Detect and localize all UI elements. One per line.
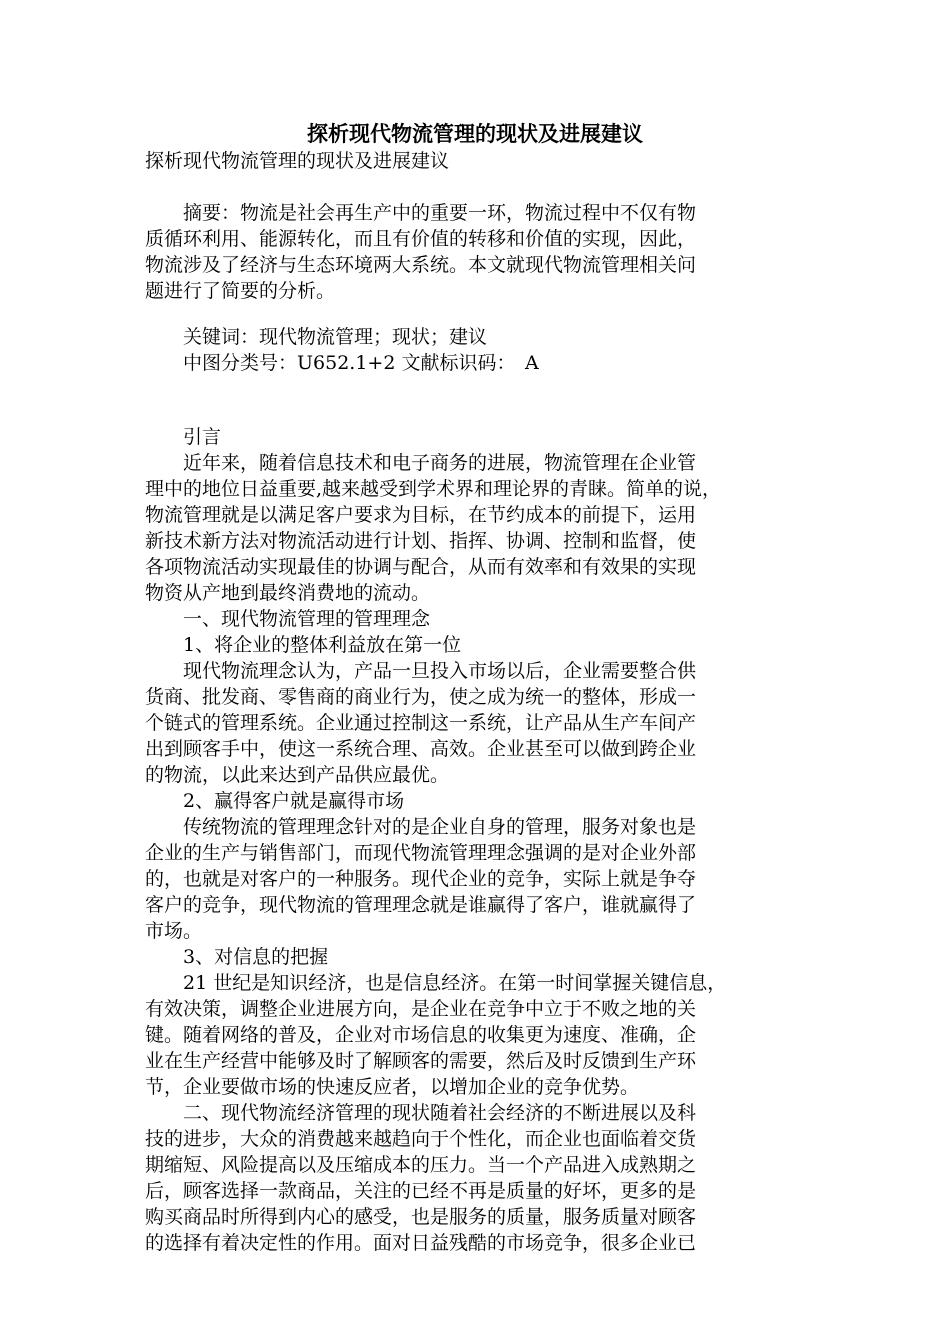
subsection-heading: 2、赢得客户就是赢得市场: [145, 790, 405, 812]
body-line: 新技术新方法对物流活动进行计划、指挥、协调、控制和监督，使: [145, 530, 697, 552]
body-line: 市场。: [145, 920, 203, 942]
body-line: 客户的竞争，现代物流的管理理念就是谁赢得了客户，谁就赢得了: [145, 894, 697, 916]
classification-line: 中图分类号：U652.1+2 文献标识码： A: [145, 352, 539, 374]
body-line: 企业的生产与销售部门，而现代物流管理理念强调的是对企业外部: [145, 842, 697, 864]
body-line: 近年来，随着信息技术和电子商务的进展，物流管理在企业管: [145, 452, 697, 474]
abstract-line: 摘要：物流是社会再生产中的重要一环，物流过程中不仅有物: [145, 202, 697, 224]
body-line: 购买商品时所得到内心的感受，也是服务的质量，服务质量对顾客: [145, 1206, 697, 1228]
body-line: 有效决策，调整企业进展方向，是企业在竞争中立于不败之地的关: [145, 998, 697, 1020]
section-heading: 二、现代物流经济管理的现状随着社会经济的不断进展以及科: [145, 1102, 697, 1124]
document-subtitle: 探析现代物流管理的现状及进展建议: [145, 150, 450, 172]
body-line: 21 世纪是知识经济，也是信息经济。在第一时间掌握关键信息，: [145, 972, 727, 994]
body-line: 的选择有着决定性的作用。面对日益残酷的市场竞争，很多企业已: [145, 1232, 697, 1254]
abstract-line: 题进行了简要的分析。: [145, 280, 336, 302]
subsection-heading: 3、对信息的把握: [145, 946, 329, 968]
body-line: 期缩短、风险提高以及压缩成本的压力。当一个产品进入成熟期之: [145, 1154, 697, 1176]
document-title: 探析现代物流管理的现状及进展建议: [307, 121, 643, 146]
body-line: 理中的地位日益重要,越来越受到学术界和理论界的青睐。简单的说，: [145, 478, 722, 500]
body-line: 业在生产经营中能够及时了解顾客的需要，然后及时反馈到生产环: [145, 1050, 697, 1072]
body-line: 后，顾客选择一款商品，关注的已经不再是质量的好坏，更多的是: [145, 1180, 697, 1202]
body-line: 技的进步，大众的消费越来越趋向于个性化，而企业也面临着交货: [145, 1128, 697, 1150]
body-line: 出到顾客手中，使这一系统合理、高效。企业甚至可以做到跨企业: [145, 738, 697, 760]
body-line: 物流管理就是以满足客户要求为目标，在节约成本的前提下，运用: [145, 504, 697, 526]
abstract-line: 物流涉及了经济与生态环境两大系统。本文就现代物流管理相关问: [145, 254, 697, 276]
body-line: 的，也就是对客户的一种服务。现代企业的竞争，实际上就是争夺: [145, 868, 697, 890]
body-line: 物资从产地到最终消费地的流动。: [145, 582, 431, 604]
keywords-line: 关键词：现代物流管理；现状；建议: [145, 326, 488, 348]
abstract-line: 质循环利用、能源转化，而且有价值的转移和价值的实现，因此，: [145, 228, 697, 250]
body-line: 各项物流活动实现最佳的协调与配合，从而有效率和有效果的实现: [145, 556, 697, 578]
body-line: 键。随着网络的普及，企业对市场信息的收集更为速度、准确，企: [145, 1024, 697, 1046]
body-line: 现代物流理念认为，产品一旦投入市场以后，企业需要整合供: [145, 660, 697, 682]
body-line: 引言: [145, 426, 222, 448]
body-line: 货商、批发商、零售商的商业行为，使之成为统一的整体，形成一: [145, 686, 697, 708]
body-line: 个链式的管理系统。企业通过控制这一系统，让产品从生产车间产: [145, 712, 697, 734]
body-line: 传统物流的管理理念针对的是企业自身的管理，服务对象也是: [145, 816, 697, 838]
body-line: 节，企业要做市场的快速反应者，以增加企业的竞争优势。: [145, 1076, 640, 1098]
subsection-heading: 1、将企业的整体利益放在第一位: [145, 634, 462, 656]
section-heading: 一、现代物流管理的管理理念: [145, 608, 431, 630]
body-line: 的物流，以此来达到产品供应最优。: [145, 764, 450, 786]
